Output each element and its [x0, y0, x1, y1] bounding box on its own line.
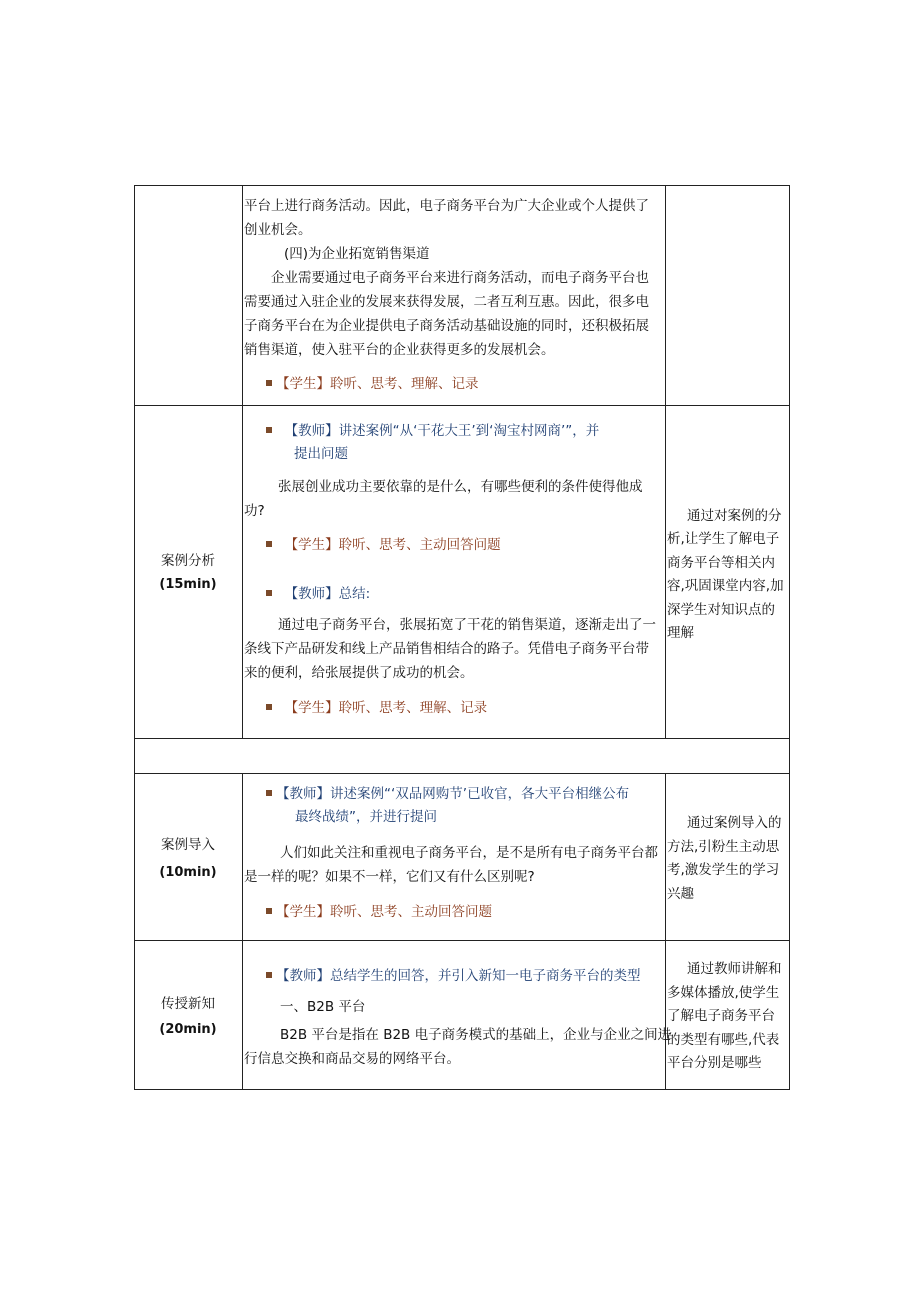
- definition-line: 行信息交换和商品交易的网络平台。: [244, 1051, 460, 1067]
- table-border: [134, 405, 790, 406]
- purpose-line: 的类型有哪些,代表: [667, 1032, 780, 1048]
- teacher-activity-cont: 提出问题: [294, 446, 348, 462]
- question-line: 是一样的呢？如果不一样，它们又有什么区别呢?: [244, 869, 535, 885]
- student-activity: 【学生】聆听、思考、理解、记录: [266, 372, 479, 396]
- content-line: 企业需要通过电子商务平台来进行商务活动，而电子商务平台也: [271, 270, 649, 286]
- definition-line: B2B 平台是指在 B2B 电子商务模式的基础上，企业与企业之间进: [280, 1027, 672, 1043]
- purpose-line: 考,激发学生的学习: [667, 862, 780, 878]
- purpose-line: 平台分别是哪些: [667, 1055, 762, 1071]
- bullet-square-icon: [266, 427, 272, 433]
- stage-label: [134, 993, 242, 1041]
- content-line: 创业机会。: [244, 222, 312, 238]
- table-border: [789, 185, 790, 1090]
- table-border: [134, 185, 790, 186]
- student-activity: 【学生】聆听、思考、主动回答问题: [266, 900, 492, 924]
- stage-name: 案例分析: [161, 553, 215, 569]
- section-heading: 一、B2B 平台: [280, 999, 366, 1015]
- table-border: [134, 185, 135, 1090]
- stage-label: [134, 550, 242, 596]
- purpose-line: 了解电子商务平台: [667, 1008, 775, 1024]
- purpose-line: 通过对案例的分: [687, 508, 782, 524]
- teacher-activity: 【教师】总结学生的回答，并引入新知一电子商务平台的类型: [266, 964, 641, 988]
- stage-label: [134, 834, 242, 884]
- teacher-activity: 【教师】讲述案例“从‘干花大王’到‘淘宝村网商’”，并: [266, 419, 599, 443]
- teacher-activity: 【教师】讲述案例“‘双品网购节’已收官，各大平台相继公布: [266, 782, 629, 806]
- table-border: [665, 185, 666, 739]
- content-line: 销售渠道，使入驻平台的企业获得更多的发展机会。: [244, 342, 555, 358]
- stage-time: (10min): [159, 865, 217, 880]
- content-line: 需要通过入驻企业的发展来获得发展，二者互利互惠。因此，很多电: [244, 294, 649, 310]
- purpose-line: 容,巩固课堂内容,加: [667, 578, 784, 594]
- section-heading: (四)为企业拓宽销售渠道: [284, 246, 430, 262]
- table-border: [134, 738, 790, 739]
- table-border: [134, 1089, 790, 1090]
- stage-name: 案例导入: [161, 837, 215, 853]
- purpose-line: 商务平台等相关内: [667, 555, 775, 571]
- table-border: [134, 940, 790, 941]
- table-border: [242, 773, 243, 1090]
- teacher-activity-cont: 最终战绩”，并进行提问: [295, 809, 437, 825]
- bullet-square-icon: [266, 908, 272, 914]
- purpose-line: 通过教师讲解和: [687, 961, 782, 977]
- bullet-square-icon: [266, 541, 272, 547]
- question-line: 人们如此关注和重视电子商务平台，是不是所有电子商务平台都: [280, 845, 658, 861]
- stage-time: (15min): [159, 577, 217, 592]
- table-border: [134, 773, 790, 774]
- student-activity: 【学生】聆听、思考、主动回答问题: [266, 533, 501, 557]
- bullet-square-icon: [266, 704, 272, 710]
- content-line: 子商务平台在为企业提供电子商务活动基础设施的同时，还积极拓展: [244, 318, 649, 334]
- student-activity: 【学生】聆听、思考、理解、记录: [266, 696, 487, 720]
- stage-name: 传授新知: [161, 996, 215, 1012]
- purpose-line: 深学生对知识点的: [667, 602, 775, 618]
- purpose-line: 析,让学生了解电子: [667, 531, 780, 547]
- stage-time: (20min): [159, 1022, 217, 1037]
- bullet-square-icon: [266, 790, 272, 796]
- teacher-summary: 【教师】总结:: [266, 582, 370, 606]
- summary-line: 通过电子商务平台，张展拓宽了干花的销售渠道，逐渐走出了一: [278, 617, 656, 633]
- table-border: [242, 185, 243, 739]
- content-line: 平台上进行商务活动。因此，电子商务平台为广大企业或个人提供了: [244, 198, 649, 214]
- purpose-line: 理解: [667, 625, 694, 641]
- purpose-line: 兴趣: [667, 886, 694, 902]
- question-line: 张展创业成功主要依靠的是什么，有哪些便利的条件使得他成: [278, 479, 643, 495]
- bullet-square-icon: [266, 590, 272, 596]
- purpose-line: 通过案例导入的: [687, 815, 782, 831]
- purpose-line: 方法,引粉生主动思: [667, 839, 780, 855]
- summary-line: 来的便利，给张展提供了成功的机会。: [244, 665, 474, 681]
- summary-line: 条线下产品研发和线上产品销售相结合的路子。凭借电子商务平台带: [244, 641, 649, 657]
- purpose-line: 多媒体播放,使学生: [667, 985, 780, 1001]
- lesson-plan-table: [134, 185, 790, 1090]
- bullet-square-icon: [266, 972, 272, 978]
- bullet-square-icon: [266, 380, 272, 386]
- question-line: 功?: [244, 503, 265, 519]
